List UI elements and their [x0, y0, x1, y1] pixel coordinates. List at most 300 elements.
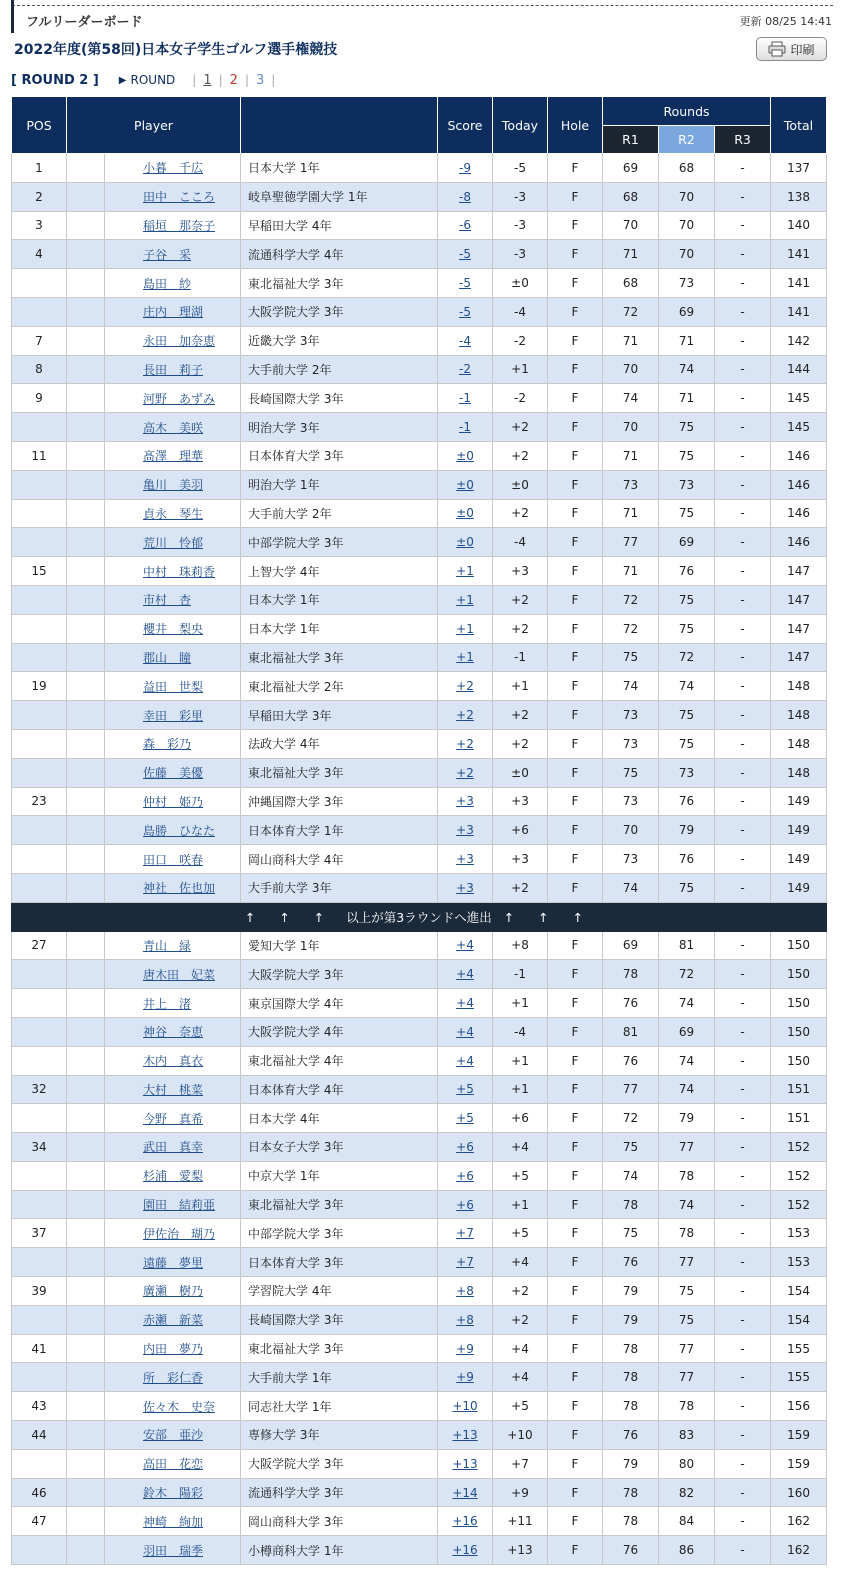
table-row	[12, 1190, 827, 1219]
player-name[interactable]	[105, 1478, 241, 1507]
player-name[interactable]	[105, 873, 241, 902]
player-name-link[interactable]: 神崎 絢加	[143, 1514, 204, 1529]
score-cell[interactable]	[438, 182, 493, 211]
score-cell[interactable]	[438, 816, 493, 845]
r1-cell: 72	[603, 1104, 659, 1133]
score-cell[interactable]	[438, 1478, 493, 1507]
player-name[interactable]	[105, 1017, 241, 1046]
player-name[interactable]	[105, 557, 241, 586]
score-cell-link[interactable]: +1	[456, 564, 474, 579]
hole-cell: F	[548, 1507, 603, 1536]
score-cell-link[interactable]: -8	[459, 189, 471, 204]
hole-cell: F	[548, 643, 603, 672]
score-cell-link[interactable]: -6	[459, 218, 471, 233]
score-cell[interactable]	[438, 1334, 493, 1363]
player-name-link[interactable]: 島田 紗	[143, 276, 192, 291]
score-cell-link[interactable]: +5	[456, 1082, 474, 1097]
score-cell[interactable]	[438, 1161, 493, 1190]
pos-cell: 44	[12, 1421, 67, 1450]
score-cell[interactable]	[438, 1363, 493, 1392]
player-name-link[interactable]: 庄内 理湖	[143, 305, 204, 320]
player-name[interactable]	[105, 211, 241, 240]
score-cell[interactable]	[438, 1536, 493, 1565]
score-cell-link[interactable]: +4	[456, 996, 474, 1010]
score-cell-link[interactable]: +6	[456, 1168, 474, 1183]
score-cell[interactable]	[438, 1248, 493, 1277]
score-cell-link[interactable]: -1	[459, 420, 471, 435]
total-cell: 149	[771, 816, 827, 845]
player-name[interactable]	[105, 1305, 241, 1334]
player-name-link[interactable]: 亀川 美羽	[143, 478, 204, 493]
r3-cell: -	[715, 1305, 771, 1334]
score-cell-link[interactable]: +13	[452, 1427, 478, 1442]
player-name-link[interactable]: 安部 亜沙	[143, 1428, 204, 1443]
today-cell: +2	[493, 701, 548, 730]
player-name[interactable]	[105, 528, 241, 557]
score-cell[interactable]	[438, 297, 493, 326]
score-cell[interactable]	[438, 1075, 493, 1104]
player-name-link[interactable]: 鈴木 陽彩	[143, 1486, 204, 1501]
score-cell-link[interactable]: +3	[456, 880, 474, 895]
player-name-link[interactable]: 稲垣 那奈子	[143, 218, 216, 233]
player-name-link[interactable]: 永田 加奈恵	[143, 334, 216, 349]
r1-cell: 70	[603, 816, 659, 845]
today-cell: +4	[493, 1248, 548, 1277]
r1-cell: 74	[603, 384, 659, 413]
score-cell-link[interactable]: +1	[456, 592, 474, 607]
player-name[interactable]	[105, 1363, 241, 1392]
score-cell-link[interactable]: +4	[456, 1053, 474, 1068]
today-cell: +2	[493, 585, 548, 614]
player-name-link[interactable]: 佐藤 美優	[143, 766, 204, 781]
r2-cell: 77	[659, 1334, 715, 1363]
r2-cell: 73	[659, 269, 715, 298]
player-name[interactable]	[105, 787, 241, 816]
score-cell[interactable]	[438, 240, 493, 269]
player-name-link[interactable]: 遠藤 夢里	[143, 1255, 204, 1270]
player-name-link[interactable]: 佐々木 史奈	[143, 1399, 216, 1414]
col-hole: Hole	[548, 97, 603, 154]
today-cell: ±0	[493, 470, 548, 499]
total-cell: 142	[771, 326, 827, 355]
score-cell-link[interactable]: +10	[452, 1399, 478, 1414]
score-cell-link[interactable]: +6	[456, 1139, 474, 1154]
score-cell-link[interactable]: ±0	[456, 448, 474, 463]
score-cell-link[interactable]: -4	[459, 333, 471, 348]
table-row	[12, 758, 827, 787]
player-name[interactable]	[105, 182, 241, 211]
score-cell-link[interactable]: +2	[456, 765, 474, 780]
spacer-cell	[67, 1017, 105, 1046]
player-name[interactable]	[105, 1161, 241, 1190]
hole-cell: F	[548, 154, 603, 183]
score-cell[interactable]	[438, 1421, 493, 1450]
school-cell: 流通科学大学 3年	[241, 1478, 438, 1507]
score-cell-link[interactable]: +9	[456, 1370, 474, 1385]
player-name-link[interactable]: 唐木田 妃菜	[143, 967, 216, 982]
spacer-cell	[67, 1449, 105, 1478]
score-cell[interactable]	[438, 1017, 493, 1046]
pos-cell: 37	[12, 1219, 67, 1248]
score-cell[interactable]	[438, 1305, 493, 1334]
score-cell[interactable]	[438, 614, 493, 643]
score-cell-link[interactable]: +5	[456, 1111, 474, 1126]
player-name[interactable]	[105, 1392, 241, 1421]
score-cell[interactable]	[438, 931, 493, 960]
school-cell: 近畿大学 3年	[241, 326, 438, 355]
player-name[interactable]	[105, 1334, 241, 1363]
player-name[interactable]	[105, 154, 241, 183]
score-cell[interactable]	[438, 1507, 493, 1536]
player-name-link[interactable]: 長田 莉子	[143, 362, 204, 377]
hole-cell: F	[548, 585, 603, 614]
player-name[interactable]	[105, 470, 241, 499]
school-cell: 大手前大学 2年	[241, 355, 438, 384]
player-name[interactable]	[105, 585, 241, 614]
player-name-link[interactable]: 河野 あずみ	[143, 391, 216, 406]
score-cell-link[interactable]: -5	[459, 247, 471, 262]
school-cell: 中部学院大学 3年	[241, 528, 438, 557]
player-name[interactable]	[105, 989, 241, 1018]
score-cell[interactable]	[438, 845, 493, 874]
player-name-link[interactable]: 神谷 奈恵	[143, 1025, 204, 1040]
player-name[interactable]	[105, 1190, 241, 1219]
score-cell-link[interactable]: +2	[456, 708, 474, 723]
score-cell-link[interactable]: +6	[456, 1197, 474, 1212]
player-name-link[interactable]: 赤瀬 新菜	[143, 1313, 204, 1328]
player-name-link[interactable]: 井上 渚	[143, 996, 192, 1011]
score-cell[interactable]	[438, 701, 493, 730]
player-name[interactable]	[105, 960, 241, 989]
r2-cell: 75	[659, 729, 715, 758]
r2-cell: 75	[659, 873, 715, 902]
player-name[interactable]	[105, 1421, 241, 1450]
score-cell-link[interactable]: +8	[456, 1283, 474, 1298]
player-name[interactable]	[105, 1507, 241, 1536]
hole-cell: F	[548, 1305, 603, 1334]
total-cell: 138	[771, 182, 827, 211]
player-name-link[interactable]: 今野 真希	[143, 1111, 204, 1126]
player-name-link[interactable]: 木内 真衣	[143, 1054, 204, 1069]
r3-cell: -	[715, 269, 771, 298]
competition-title: 2022年度(第58回)日本女子学生ゴルフ選手権競技	[14, 42, 338, 58]
score-cell[interactable]	[438, 672, 493, 701]
table-row	[12, 269, 827, 298]
score-cell[interactable]	[438, 1277, 493, 1306]
r1-cell: 73	[603, 701, 659, 730]
player-name[interactable]	[105, 355, 241, 384]
score-cell-link[interactable]: +14	[452, 1485, 478, 1500]
r1-cell: 71	[603, 441, 659, 470]
player-name-link[interactable]: 郡山 瞳	[143, 650, 192, 665]
pos-cell	[12, 1363, 67, 1392]
spacer-cell	[67, 1046, 105, 1075]
school-cell: 大阪学院大学 3年	[241, 297, 438, 326]
player-name-link[interactable]: 高田 花恋	[143, 1457, 204, 1472]
school-cell: 同志社大学 1年	[241, 1392, 438, 1421]
player-name[interactable]	[105, 1046, 241, 1075]
player-name[interactable]	[105, 499, 241, 528]
player-name-link[interactable]: 所 彩仁香	[143, 1370, 204, 1385]
school-cell: 法政大学 4年	[241, 729, 438, 758]
hole-cell: F	[548, 211, 603, 240]
r1-cell: 70	[603, 355, 659, 384]
player-name-link[interactable]: 廣瀬 樹乃	[143, 1284, 204, 1299]
player-name[interactable]	[105, 1133, 241, 1162]
player-name[interactable]	[105, 240, 241, 269]
r2-cell: 72	[659, 643, 715, 672]
score-cell-link[interactable]: +3	[456, 823, 474, 838]
player-name[interactable]	[105, 729, 241, 758]
score-cell[interactable]	[438, 1190, 493, 1219]
score-cell-link[interactable]: +9	[456, 1341, 474, 1356]
score-cell[interactable]	[438, 729, 493, 758]
hole-cell: F	[548, 355, 603, 384]
r2-cell: 78	[659, 1219, 715, 1248]
round-link-3[interactable]: 3	[256, 72, 265, 88]
player-name-link[interactable]: 小暮 千広	[143, 161, 204, 176]
score-cell[interactable]	[438, 211, 493, 240]
r1-cell: 75	[603, 1133, 659, 1162]
player-name[interactable]	[105, 614, 241, 643]
player-name-link[interactable]: 中村 珠莉香	[143, 564, 216, 579]
today-cell: +4	[493, 1334, 548, 1363]
score-cell-link[interactable]: +3	[456, 852, 474, 867]
score-cell-link[interactable]: -5	[459, 276, 471, 291]
player-name-link[interactable]: 貞永 琴生	[143, 506, 204, 521]
player-name[interactable]	[105, 672, 241, 701]
player-name-link[interactable]: 園田 結莉亜	[143, 1198, 216, 1213]
player-name-link[interactable]: 伊佐治 瑚乃	[143, 1226, 216, 1241]
score-cell-link[interactable]: +13	[452, 1456, 478, 1471]
score-cell[interactable]	[438, 1104, 493, 1133]
score-cell[interactable]	[438, 1046, 493, 1075]
score-cell[interactable]	[438, 787, 493, 816]
cut-arrows-left: ↑ ↑ ↑	[244, 909, 335, 925]
player-name-link[interactable]: 内田 夢乃	[143, 1342, 204, 1357]
player-name-link[interactable]: 益田 世梨	[143, 679, 204, 694]
score-cell-link[interactable]: +16	[452, 1543, 478, 1558]
r2-cell: 84	[659, 1507, 715, 1536]
r3-cell: -	[715, 1017, 771, 1046]
col-score: Score	[438, 97, 493, 154]
score-cell-link[interactable]: -2	[459, 362, 471, 377]
score-cell[interactable]	[438, 384, 493, 413]
hole-cell: F	[548, 1277, 603, 1306]
r3-cell: -	[715, 441, 771, 470]
score-cell[interactable]	[438, 1133, 493, 1162]
player-name-link[interactable]: 森 彩乃	[143, 737, 192, 752]
today-cell: -4	[493, 297, 548, 326]
player-name[interactable]	[105, 269, 241, 298]
score-cell-link[interactable]: ±0	[456, 477, 474, 492]
score-cell[interactable]	[438, 499, 493, 528]
total-cell: 150	[771, 960, 827, 989]
table-row	[12, 441, 827, 470]
score-cell[interactable]	[438, 989, 493, 1018]
school-cell: 東北福祉大学 4年	[241, 1046, 438, 1075]
player-name-link[interactable]: 市村 杏	[143, 593, 192, 608]
r2-cell: 81	[659, 931, 715, 960]
school-cell: 岡山商科大学 4年	[241, 845, 438, 874]
table-row	[12, 384, 827, 413]
score-cell-link[interactable]: +16	[452, 1514, 478, 1529]
player-name-link[interactable]: 武田 真幸	[143, 1140, 204, 1155]
player-name-link[interactable]: 仲村 姫乃	[143, 794, 204, 809]
score-cell-link[interactable]: ±0	[456, 506, 474, 521]
score-cell-link[interactable]: +7	[456, 1255, 474, 1270]
score-cell[interactable]	[438, 326, 493, 355]
score-cell-link[interactable]: -5	[459, 304, 471, 319]
total-cell: 151	[771, 1075, 827, 1104]
score-cell-link[interactable]: +4	[456, 967, 474, 982]
spacer-cell	[67, 182, 105, 211]
r2-cell: 71	[659, 326, 715, 355]
player-name-link[interactable]: 青山 緑	[143, 938, 192, 953]
pos-cell: 11	[12, 441, 67, 470]
player-name[interactable]	[105, 1104, 241, 1133]
r1-cell: 79	[603, 1305, 659, 1334]
pos-cell: 23	[12, 787, 67, 816]
player-name[interactable]	[105, 1248, 241, 1277]
player-name-link[interactable]: 田口 咲春	[143, 852, 204, 867]
player-name-link[interactable]: 杉浦 愛梨	[143, 1169, 204, 1184]
player-name-link[interactable]: 神社 佐也加	[143, 881, 216, 896]
school-cell: 上智大学 4年	[241, 557, 438, 586]
score-cell[interactable]	[438, 758, 493, 787]
pos-cell	[12, 269, 67, 298]
table-row	[12, 845, 827, 874]
r3-cell: -	[715, 1046, 771, 1075]
score-cell[interactable]	[438, 960, 493, 989]
player-name[interactable]	[105, 643, 241, 672]
player-name-link[interactable]: 櫻井 梨央	[143, 622, 204, 637]
spacer-cell	[67, 326, 105, 355]
player-name[interactable]	[105, 701, 241, 730]
round-link-1[interactable]: 1	[203, 72, 212, 88]
score-cell[interactable]	[438, 355, 493, 384]
score-cell-link[interactable]: +4	[456, 1024, 474, 1039]
score-cell[interactable]	[438, 470, 493, 499]
pos-cell: 7	[12, 326, 67, 355]
round-link-2[interactable]: 2	[229, 72, 238, 88]
score-cell[interactable]	[438, 528, 493, 557]
score-cell[interactable]	[438, 413, 493, 442]
total-cell: 146	[771, 499, 827, 528]
school-cell: 長崎国際大学 3年	[241, 384, 438, 413]
player-name[interactable]	[105, 1536, 241, 1565]
score-cell[interactable]	[438, 1219, 493, 1248]
today-cell: +7	[493, 1449, 548, 1478]
player-name-link[interactable]: 羽田 瑞季	[143, 1543, 204, 1558]
r1-cell: 75	[603, 758, 659, 787]
player-name[interactable]	[105, 413, 241, 442]
school-cell: 学習院大学 4年	[241, 1277, 438, 1306]
table-row	[12, 931, 827, 960]
score-cell-link[interactable]: +3	[456, 794, 474, 809]
player-name-link[interactable]: 田中 こころ	[143, 190, 216, 205]
spacer-cell	[67, 1277, 105, 1306]
player-name-link[interactable]: 荒川 怜郁	[143, 535, 204, 550]
school-cell: 岐阜聖徳学園大学 1年	[241, 182, 438, 211]
player-name-link[interactable]: 高木 美咲	[143, 420, 204, 435]
spacer-cell	[67, 384, 105, 413]
score-cell[interactable]	[438, 441, 493, 470]
score-cell-link[interactable]: +2	[456, 679, 474, 694]
r3-cell: -	[715, 297, 771, 326]
r1-cell: 70	[603, 413, 659, 442]
score-cell[interactable]	[438, 585, 493, 614]
total-cell: 149	[771, 787, 827, 816]
pos-cell	[12, 960, 67, 989]
score-cell-link[interactable]: +1	[456, 650, 474, 665]
score-cell[interactable]	[438, 557, 493, 586]
score-cell-link[interactable]: +8	[456, 1312, 474, 1327]
player-name[interactable]	[105, 384, 241, 413]
today-cell: +4	[493, 1133, 548, 1162]
score-cell[interactable]	[438, 873, 493, 902]
total-cell: 148	[771, 729, 827, 758]
print-button[interactable]	[756, 37, 827, 61]
r1-cell: 78	[603, 1392, 659, 1421]
player-name[interactable]	[105, 1277, 241, 1306]
score-cell-link[interactable]: +4	[456, 938, 474, 953]
r3-cell: -	[715, 1219, 771, 1248]
r3-cell: -	[715, 1334, 771, 1363]
hole-cell: F	[548, 1421, 603, 1450]
player-name[interactable]	[105, 1219, 241, 1248]
player-name[interactable]	[105, 1449, 241, 1478]
school-cell: 小樽商科大学 1年	[241, 1536, 438, 1565]
pos-cell	[12, 614, 67, 643]
score-cell[interactable]	[438, 1449, 493, 1478]
score-cell[interactable]	[438, 269, 493, 298]
r2-cell: 68	[659, 154, 715, 183]
player-name-link[interactable]: 幸田 彩里	[143, 708, 204, 723]
player-name[interactable]	[105, 931, 241, 960]
score-cell-link[interactable]: +7	[456, 1226, 474, 1241]
player-name-link[interactable]: 髙澤 理華	[143, 449, 204, 464]
player-name[interactable]	[105, 326, 241, 355]
score-cell-link[interactable]: +2	[456, 736, 474, 751]
player-name[interactable]	[105, 758, 241, 787]
player-name[interactable]	[105, 297, 241, 326]
score-cell-link[interactable]: -9	[459, 160, 471, 175]
spacer-cell	[67, 672, 105, 701]
table-row	[12, 413, 827, 442]
score-cell-link[interactable]: ±0	[456, 535, 474, 550]
spacer-cell	[67, 557, 105, 586]
player-name-link[interactable]: 子谷 采	[143, 247, 192, 262]
score-cell[interactable]	[438, 1392, 493, 1421]
spacer-cell	[67, 787, 105, 816]
today-cell: +1	[493, 355, 548, 384]
spacer-cell	[67, 643, 105, 672]
score-cell-link[interactable]: -1	[459, 391, 471, 406]
score-cell[interactable]	[438, 154, 493, 183]
score-cell-link[interactable]: +1	[456, 621, 474, 636]
player-name[interactable]	[105, 1075, 241, 1104]
player-name[interactable]	[105, 845, 241, 874]
player-name[interactable]	[105, 816, 241, 845]
today-cell: +5	[493, 1161, 548, 1190]
score-cell[interactable]	[438, 643, 493, 672]
r3-cell: -	[715, 816, 771, 845]
r3-cell: -	[715, 240, 771, 269]
player-name-link[interactable]: 島勝 ひなた	[143, 823, 216, 838]
player-name-link[interactable]: 大村 桃菜	[143, 1082, 204, 1097]
player-name[interactable]	[105, 441, 241, 470]
